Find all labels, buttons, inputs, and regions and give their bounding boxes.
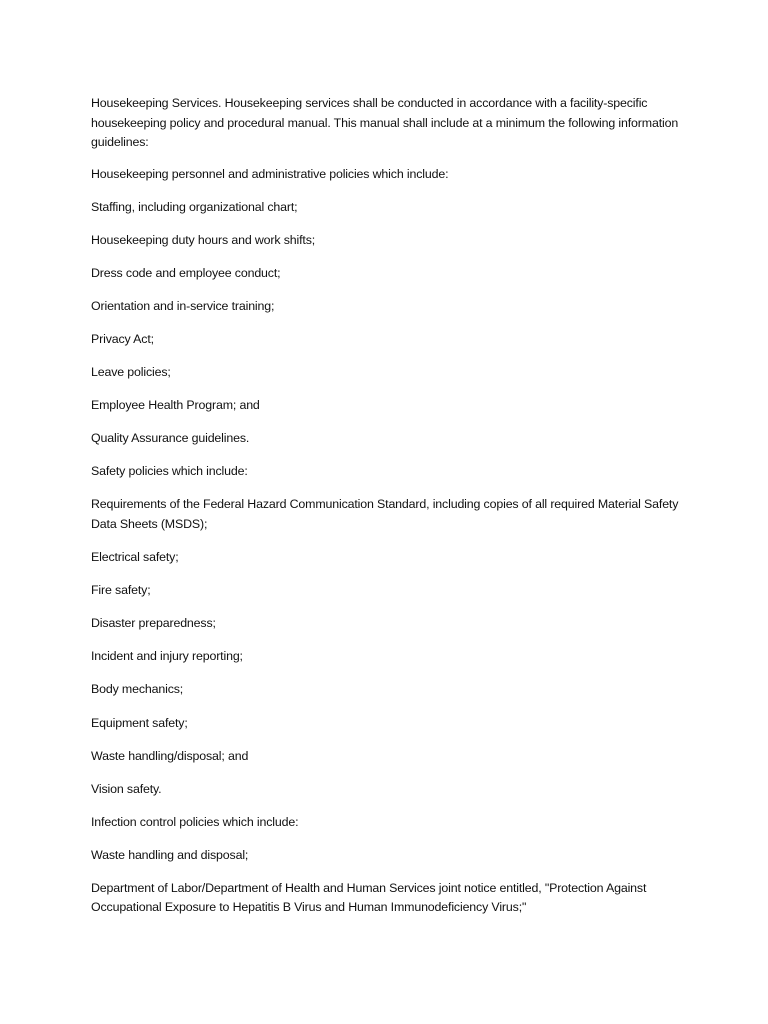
paragraph-waste-disposal: Waste handling and disposal;	[91, 847, 249, 862]
paragraph-staffing: Staffing, including organizational chart;	[91, 199, 298, 214]
paragraph-fire-safety: Fire safety;	[91, 583, 151, 598]
intro-paragraph: Housekeeping Services. Housekeeping services shall be conducted in accordance with a facility-specific housekeeping policy and procedural manual. This manual shall include at a minimum the following information guidelines:	[91, 96, 679, 149]
paragraph-vision-safety: Vision safety.	[91, 781, 162, 796]
paragraph-personnel-policies: Housekeeping personnel and administrative policies which include:	[91, 166, 449, 181]
paragraph-disaster-preparedness: Disaster preparedness;	[91, 616, 216, 631]
paragraph-duty-hours: Housekeeping duty hours and work shifts;	[91, 232, 316, 247]
paragraph-waste-handling: Waste handling/disposal; and	[91, 748, 249, 763]
paragraph-orientation: Orientation and in-service training;	[91, 298, 275, 313]
paragraph-incident-reporting: Incident and injury reporting;	[91, 649, 243, 664]
paragraph-privacy-act: Privacy Act;	[91, 331, 154, 346]
paragraph-body-mechanics: Body mechanics;	[91, 682, 184, 697]
paragraph-quality-assurance: Quality Assurance guidelines.	[91, 431, 250, 446]
paragraph-employee-health: Employee Health Program; and	[91, 398, 260, 413]
paragraph-equipment-safety: Equipment safety;	[91, 715, 188, 730]
paragraph-electrical-safety: Electrical safety;	[91, 550, 179, 565]
paragraph-safety-policies: Safety policies which include:	[91, 464, 248, 479]
paragraph-leave-policies: Leave policies;	[91, 365, 171, 380]
paragraph-dress-code: Dress code and employee conduct;	[91, 265, 281, 280]
paragraph-joint-notice: Department of Labor/Department of Health and Human Services joint notice entitled, "Protection Against Occupational Exposure to Hepatitis B Virus and Human Immunodeficiency Virus;"	[91, 880, 647, 915]
document-body	[91, 94, 691, 932]
paragraph-hazard-communication: Requirements of the Federal Hazard Communication Standard, including copies of all required Material Safety Data Sheets (MSDS);	[91, 497, 679, 531]
paragraph-infection-control: Infection control policies which include:	[91, 814, 299, 829]
